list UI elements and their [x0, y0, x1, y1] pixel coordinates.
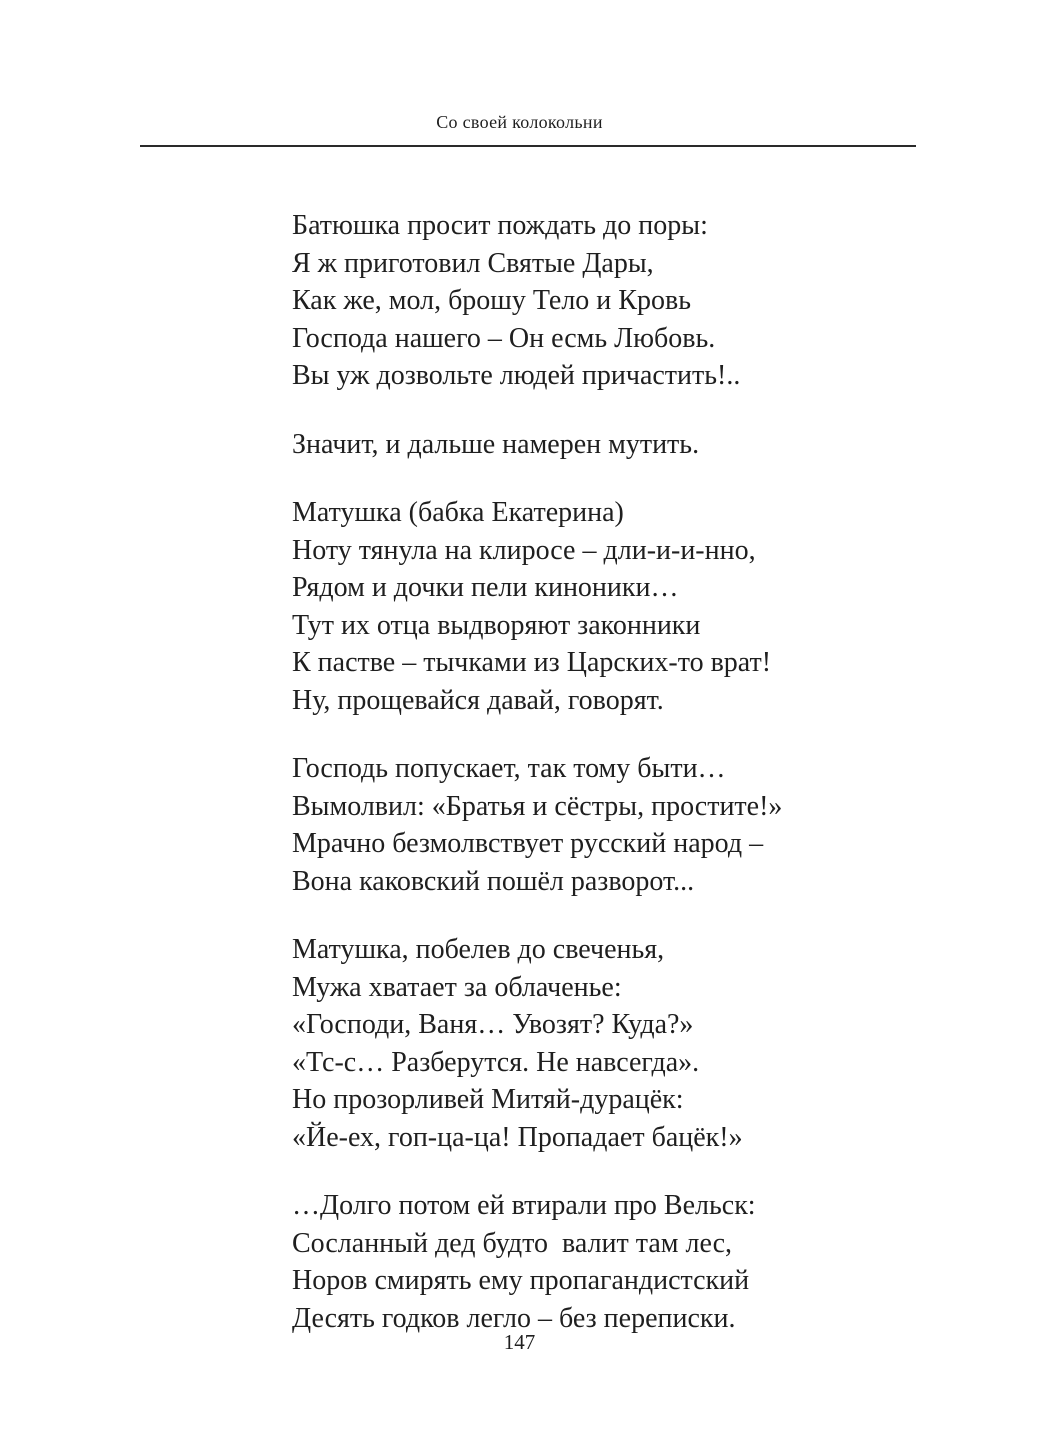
stanza: [292, 1187, 782, 1337]
poem-line: Вы уж дозвольте людей причастить!..: [292, 360, 741, 391]
poem-line: «Йе-ех, гоп-ца-ца! Пропадает бацёк!»: [292, 1121, 743, 1153]
stanza: [292, 426, 782, 464]
poem-line: Ноту тянула на клиросе – дли-и-и-нно,: [292, 534, 756, 566]
poem-line: Как же, мол, брошу Тело и Кровь: [292, 285, 691, 316]
poem-line: «Господи, Ваня… Увозят? Куда?»: [292, 1009, 694, 1040]
poem-line: Норов смирять ему пропагандистский: [292, 1265, 750, 1296]
poem-line: Рядом и дочки пели киноники…: [292, 572, 679, 603]
running-header-title: Со своей колокольни: [436, 112, 603, 132]
poem-line: Матушка, побелев до свеченья,: [292, 934, 665, 965]
poem-line: Значит, и дальше намерен мутить.: [292, 428, 700, 460]
poem-line: Десять годков легло – без переписки.: [292, 1302, 736, 1334]
poem-line: Я ж приготовил Святые Дары,: [292, 247, 654, 279]
poem-line: Сосланный дед будто валит там лес,: [292, 1227, 733, 1259]
poem-line: Вымолвил: «Братья и сёстры, простите!»: [292, 790, 783, 822]
poem-line: К пастве – тычками из Царских-то врат!: [292, 647, 772, 678]
poem-line: Тут их отца выдворяют законники: [292, 609, 701, 641]
poem-line: Вона каковский пошёл разворот...: [292, 865, 695, 897]
stanza: [292, 494, 782, 719]
poem-line: Господа нашего – Он есмь Любовь.: [292, 322, 716, 354]
header-rule: [140, 145, 916, 147]
poem: [292, 207, 782, 1368]
poem-line: Ну, прощевайся давай, говорят.: [292, 684, 664, 716]
poem-line: …Долго потом ей втирали про Вельск:: [292, 1190, 756, 1221]
poem-line: Господь попускает, так тому быти…: [292, 753, 726, 784]
stanza: [292, 931, 782, 1156]
poem-line: Мрачно безмолвствует русский народ –: [292, 828, 764, 859]
poem-line: Но прозорливей Митяй-дурацёк:: [292, 1084, 684, 1115]
poem-line: Мужа хватает за облаченье:: [292, 971, 622, 1003]
stanza: [292, 207, 782, 395]
poem-line: Батюшка просит пождать до поры:: [292, 210, 708, 241]
poem-line: Матушка (бабка Екатерина): [292, 497, 624, 528]
stanza: [292, 750, 782, 900]
poem-line: «Тс-с… Разберутся. Не навсегда».: [292, 1046, 700, 1078]
page-number: 147: [503, 1330, 536, 1354]
